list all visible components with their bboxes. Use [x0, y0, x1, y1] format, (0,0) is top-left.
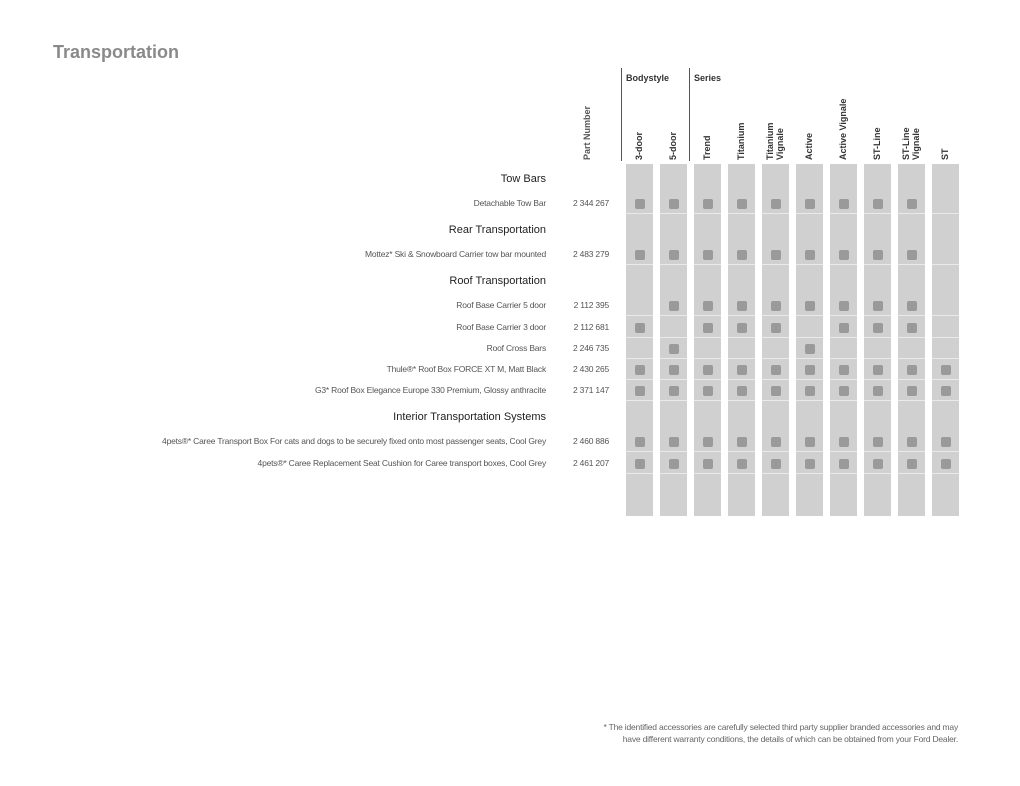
- availability-marker: [839, 365, 849, 375]
- availability-marker: [771, 199, 781, 209]
- row-separator: [626, 213, 959, 214]
- section-title: Roof Transportation: [449, 275, 546, 287]
- availability-marker: [907, 459, 917, 469]
- availability-marker: [737, 386, 747, 396]
- availability-marker: [669, 459, 679, 469]
- availability-marker: [669, 301, 679, 311]
- footnote: [538, 721, 958, 745]
- column-label: ST-Line: [901, 127, 911, 160]
- availability-marker: [941, 386, 951, 396]
- availability-marker: [771, 386, 781, 396]
- availability-marker: [805, 344, 815, 354]
- column-label: Titanium: [765, 122, 775, 160]
- availability-marker: [737, 323, 747, 333]
- availability-marker: [737, 459, 747, 469]
- availability-marker: [805, 386, 815, 396]
- availability-marker: [805, 250, 815, 260]
- availability-marker: [839, 301, 849, 311]
- accessory-name: Thule®* Roof Box FORCE XT M, Matt Black: [386, 364, 546, 374]
- column-label: Titanium: [736, 122, 746, 160]
- availability-marker: [873, 365, 883, 375]
- footnote-line: have different warranty conditions, the details of which can be obtained from your Ford Dealer.: [622, 734, 958, 744]
- availability-marker: [737, 199, 747, 209]
- availability-marker: [907, 386, 917, 396]
- availability-marker: [907, 323, 917, 333]
- column-group-header: Series: [694, 73, 722, 83]
- availability-marker: [907, 301, 917, 311]
- column-label: Trend: [702, 135, 712, 160]
- row-separator: [626, 473, 959, 474]
- row-separator: [626, 315, 959, 316]
- column-label: ST-Line: [872, 127, 882, 160]
- availability-marker: [907, 437, 917, 447]
- accessory-name: Roof Base Carrier 3 door: [456, 322, 546, 332]
- availability-marker: [771, 301, 781, 311]
- availability-marker: [703, 459, 713, 469]
- row-separator: [626, 337, 959, 338]
- availability-marker: [635, 386, 645, 396]
- availability-marker: [771, 437, 781, 447]
- availability-marker: [669, 344, 679, 354]
- availability-marker: [635, 250, 645, 260]
- availability-marker: [873, 199, 883, 209]
- availability-marker: [873, 459, 883, 469]
- part-number: 2 112 395: [573, 300, 609, 310]
- part-number: 2 460 886: [572, 436, 609, 446]
- availability-marker: [737, 437, 747, 447]
- availability-marker: [635, 365, 645, 375]
- availability-marker: [839, 459, 849, 469]
- part-number-header: Part Number: [582, 105, 592, 160]
- availability-marker: [703, 323, 713, 333]
- accessory-name: Mottez* Ski & Snowboard Carrier tow bar mounted: [365, 249, 546, 259]
- column-label: Active Vignale: [838, 98, 848, 160]
- availability-marker: [737, 301, 747, 311]
- availability-marker: [941, 437, 951, 447]
- availability-marker: [669, 250, 679, 260]
- availability-marker: [771, 250, 781, 260]
- availability-marker: [805, 459, 815, 469]
- row-separator: [626, 379, 959, 380]
- availability-marker: [805, 199, 815, 209]
- availability-marker: [805, 301, 815, 311]
- availability-marker: [839, 250, 849, 260]
- availability-marker: [703, 437, 713, 447]
- availability-marker: [839, 199, 849, 209]
- availability-marker: [941, 459, 951, 469]
- availability-marker: [635, 323, 645, 333]
- availability-marker: [771, 323, 781, 333]
- availability-marker: [737, 365, 747, 375]
- availability-marker: [873, 437, 883, 447]
- availability-marker: [873, 301, 883, 311]
- column-label: 3-door: [634, 132, 644, 160]
- column-label: ST: [940, 148, 950, 160]
- column-label: Vignale: [775, 128, 785, 160]
- availability-marker: [873, 323, 883, 333]
- availability-marker: [873, 386, 883, 396]
- accessory-name: Roof Base Carrier 5 door: [456, 300, 546, 310]
- row-separator: [626, 264, 959, 265]
- accessory-name: 4pets®* Caree Transport Box For cats and dogs to be securely fixed onto most passenger seats, Cool Grey: [162, 436, 546, 446]
- availability-marker: [703, 365, 713, 375]
- footnote-line: * The identified accessories are carefully selected third party supplier branded accessories and may: [603, 722, 958, 732]
- part-number: 2 483 279: [572, 249, 609, 259]
- part-number: 2 461 207: [572, 458, 609, 468]
- availability-marker: [873, 250, 883, 260]
- availability-marker: [907, 365, 917, 375]
- availability-marker: [907, 199, 917, 209]
- availability-marker: [805, 365, 815, 375]
- availability-marker: [805, 437, 815, 447]
- availability-marker: [737, 250, 747, 260]
- column-label: Vignale: [911, 128, 921, 160]
- availability-marker: [703, 199, 713, 209]
- column-group-divider: [621, 68, 622, 161]
- availability-marker: [703, 386, 713, 396]
- availability-marker: [771, 365, 781, 375]
- part-number: 2 371 147: [572, 385, 609, 395]
- part-number: 2 246 735: [572, 343, 609, 353]
- availability-marker: [635, 459, 645, 469]
- availability-marker: [669, 365, 679, 375]
- availability-marker: [839, 437, 849, 447]
- availability-marker: [703, 301, 713, 311]
- availability-marker: [907, 250, 917, 260]
- availability-marker: [703, 250, 713, 260]
- section-title: Rear Transportation: [448, 224, 546, 236]
- availability-marker: [771, 459, 781, 469]
- availability-marker: [635, 437, 645, 447]
- accessory-name: G3* Roof Box Elegance Europe 330 Premium, Glossy anthracite: [314, 385, 546, 395]
- column-group-divider: [689, 68, 690, 161]
- section-title: Tow Bars: [500, 173, 546, 185]
- part-number: 2 112 681: [573, 322, 609, 332]
- part-number: 2 344 267: [572, 198, 609, 208]
- availability-marker: [669, 437, 679, 447]
- row-separator: [626, 358, 959, 359]
- availability-marker: [839, 386, 849, 396]
- availability-marker: [839, 323, 849, 333]
- column-label: 5-door: [668, 132, 678, 160]
- part-number: 2 430 265: [572, 364, 609, 374]
- row-separator: [626, 400, 959, 401]
- column-label: Active: [804, 132, 814, 160]
- page-title: Transportation: [53, 42, 180, 62]
- row-separator: [626, 451, 959, 452]
- accessory-name: 4pets®* Caree Replacement Seat Cushion for Caree transport boxes, Cool Grey: [257, 458, 546, 468]
- availability-marker: [941, 365, 951, 375]
- accessory-name: Detachable Tow Bar: [473, 198, 546, 208]
- accessory-name: Roof Cross Bars: [486, 343, 546, 353]
- column-group-header: Bodystyle: [626, 73, 670, 83]
- availability-marker: [635, 199, 645, 209]
- availability-marker: [669, 199, 679, 209]
- availability-marker: [669, 386, 679, 396]
- section-title: Interior Transportation Systems: [393, 411, 546, 423]
